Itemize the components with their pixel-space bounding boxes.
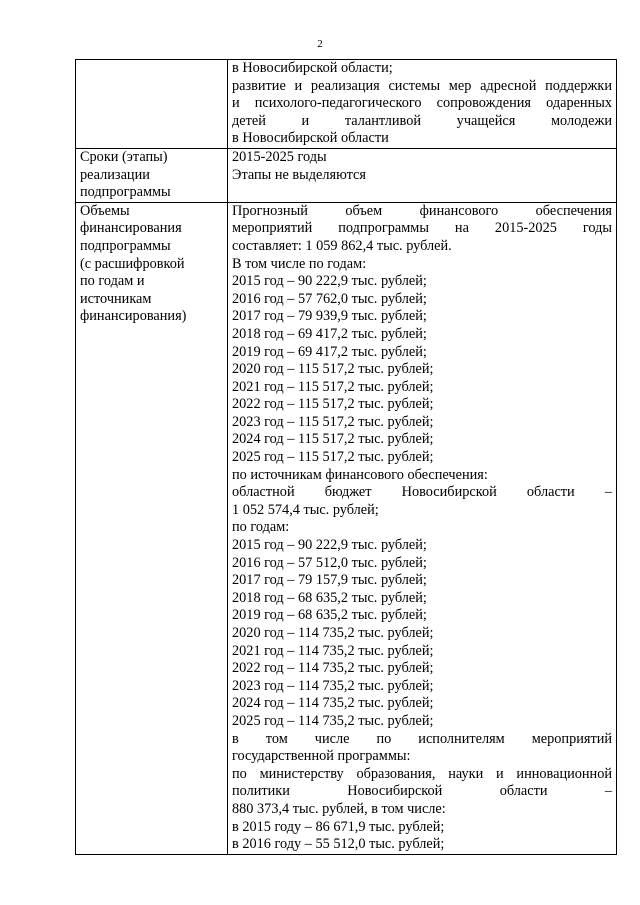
cell-text-line: 2018 год – 69 417,2 тыс. рублей; [232,325,427,342]
cell-text-line: 2016 год – 57 762,0 тыс. рублей; [232,290,427,307]
cell-text-line: Объемы [80,202,130,219]
cell-text-line: 2022 год – 114 735,2 тыс. рублей; [232,660,434,677]
cell-text-line: Прогнозный объем финансового обеспечения [232,202,612,219]
cell-text-line: 2016 год – 57 512,0 тыс. рублей; [232,554,427,571]
cell-text-line: по источникам финансового обеспечения: [232,466,488,483]
cell-text-line: по годам: [232,519,290,536]
cell-text-line: в Новосибирской области [232,130,389,147]
row-value-cell [228,60,617,149]
cell-text-line: и психолого-педагогического сопровождения одаренных [232,95,612,112]
cell-text-line: подпрограммы [80,237,171,254]
cell-text-line: государственной программы: [232,748,411,765]
cell-text-line: 2023 год – 115 517,2 тыс. рублей; [232,413,434,430]
cell-text-line: по министерству образования, науки и инновационной [232,765,612,782]
cell-text-line: областной бюджет Новосибирской области – [232,484,612,501]
cell-text-line: в 2016 году – 55 512,0 тыс. рублей; [232,836,445,853]
cell-text-line: 2024 год – 114 735,2 тыс. рублей; [232,695,434,712]
cell-text-line: в 2015 году – 86 671,9 тыс. рублей; [232,818,445,835]
cell-text-line: 2019 год – 69 417,2 тыс. рублей; [232,343,427,360]
table-row-terms [76,148,617,202]
cell-text-line: 2017 год – 79 939,9 тыс. рублей; [232,308,427,325]
cell-text-line: Сроки (этапы) [80,148,168,165]
cell-text-line: 2021 год – 114 735,2 тыс. рублей; [232,642,434,659]
table-row-goals-continued [76,60,617,149]
cell-text-line: 2022 год – 115 517,2 тыс. рублей; [232,396,434,413]
cell-text-line: реализации [80,166,150,183]
passport-table [75,59,617,855]
cell-text-line: 2015-2025 годы [232,148,327,165]
cell-text-line: (с расшифровкой [80,255,185,272]
row-value-cell [228,202,617,854]
cell-text-line: 2021 год – 115 517,2 тыс. рублей; [232,378,434,395]
cell-text-line: 2020 год – 114 735,2 тыс. рублей; [232,625,434,641]
cell-text-line: 2025 год – 115 517,2 тыс. рублей; [232,449,434,466]
cell-text-line: составляет: 1 059 862,4 тыс. рублей. [232,237,452,254]
row-label-cell [76,202,228,854]
cell-text-line: В том числе по годам: [232,255,367,272]
cell-text-line: политики Новосибирской области – [232,783,612,800]
cell-text-line: источникам [80,290,152,307]
cell-text-line: 2018 год – 68 635,2 тыс. рублей; [232,589,427,606]
cell-text-line: 2023 год – 114 735,2 тыс. рублей; [232,677,434,694]
cell-text-line: финансирования) [80,308,187,325]
row-label-cell [76,60,228,149]
row-label-cell [76,148,228,202]
cell-text-line: 2015 год – 90 222,9 тыс. рублей; [232,537,427,554]
cell-text-line: Этапы не выделяются [232,166,366,183]
cell-text-line: 2015 год – 90 222,9 тыс. рублей; [232,273,427,290]
cell-text-line: развитие и реализация системы мер адресной поддержки [232,77,612,94]
cell-text-line: 2025 год – 114 735,2 тыс. рублей; [232,712,434,729]
table-row-funding [76,202,617,854]
cell-text-line: 1 052 574,4 тыс. рублей; [232,501,379,518]
cell-text-line: 2019 год – 68 635,2 тыс. рублей; [232,607,427,624]
page-number: 2 [317,38,323,50]
cell-text-line: 2017 год – 79 157,9 тыс. рублей; [232,572,427,589]
cell-text-line: в Новосибирской области; [232,60,393,76]
cell-text-line: финансирования [80,220,182,237]
row-value-cell [228,148,617,202]
cell-text-line: 880 373,4 тыс. рублей, в том числе: [232,800,446,817]
cell-text-line: мероприятий подпрограммы на 2015-2025 годы [232,220,612,237]
cell-text-line: подпрограммы [80,184,171,201]
cell-text-line: 2024 год – 115 517,2 тыс. рублей; [232,431,434,448]
cell-text-line: в том числе по исполнителям мероприятий [232,730,612,747]
cell-text-line: детей и талантливой учащейся молодежи [232,112,612,129]
cell-text-line: 2020 год – 115 517,2 тыс. рублей; [232,361,434,378]
cell-text-line: по годам и [80,273,145,290]
